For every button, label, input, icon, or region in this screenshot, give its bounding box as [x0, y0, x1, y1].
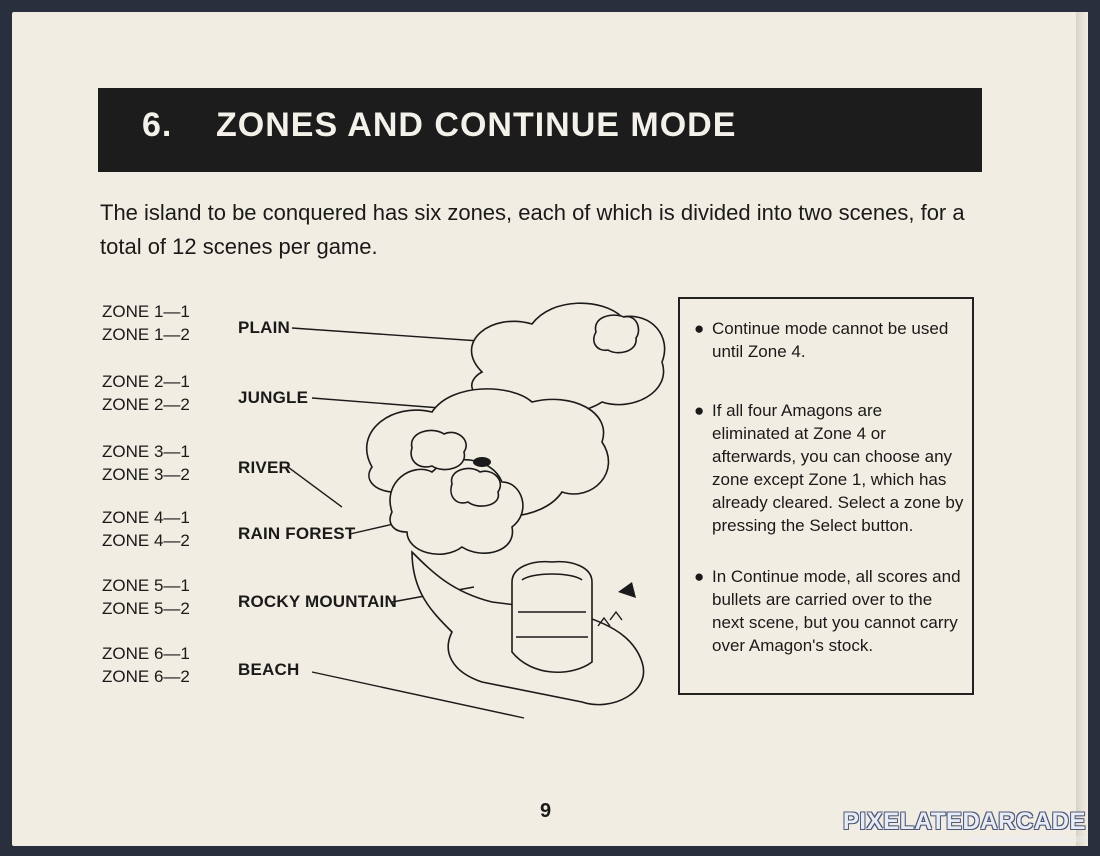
zone-scene: ZONE 3—1 [102, 442, 190, 461]
watermark [843, 808, 1086, 845]
intro-paragraph: The island to be conquered has six zones, each of which is divided into two scenes, for a total of 12 scenes per game. [100, 200, 965, 259]
note-text: Continue mode cannot be used until Zone 4. [712, 319, 949, 361]
flag-marker [618, 582, 636, 598]
zone-label-beach: BEACH [238, 660, 300, 679]
zone-scene: ZONE 2—1 [102, 372, 190, 391]
island-shape [367, 303, 665, 704]
zone-scene: ZONE 1—2 [102, 325, 190, 344]
continue-notes-box [678, 297, 974, 695]
bullet-icon: ● [694, 567, 705, 586]
note-text: In Continue mode, all scores and bullets are carried over to the next scene, but you cannot carry over Amagon's stock. [712, 567, 961, 655]
zone-scene: ZONE 6—1 [102, 644, 190, 663]
zone-label-rocky-mountain: ROCKY MOUNTAIN [238, 592, 397, 611]
leader-line-river [288, 467, 342, 507]
zone-scene: ZONE 6—2 [102, 667, 190, 686]
zone-scene: ZONE 4—1 [102, 508, 190, 527]
zone-label-jungle: JUNGLE [238, 388, 309, 407]
zone-scene: ZONE 3—2 [102, 465, 190, 484]
page-number: 9 [540, 800, 552, 822]
watermark-logo: PIXELATEDARCADE [842, 808, 1086, 835]
section-title: ZONES AND CONTINUE MODE [216, 106, 737, 144]
zone-label-rain-forest: RAIN FOREST [238, 524, 356, 543]
zone-scene: ZONE 5—2 [102, 599, 190, 618]
zone-scene: ZONE 4—2 [102, 531, 190, 550]
manual-page [12, 12, 1088, 846]
zone-label-plain: PLAIN [238, 318, 290, 337]
bullet-icon: ● [694, 401, 705, 420]
note-item [694, 565, 964, 657]
leader-line-plain [292, 328, 494, 342]
zone-scene: ZONE 1—1 [102, 302, 190, 321]
note-item [694, 317, 964, 363]
zone-label-river: RIVER [238, 458, 291, 477]
section-number: 6. [142, 106, 173, 144]
zone-scene: ZONE 2—2 [102, 395, 190, 414]
cave-hole [473, 457, 491, 467]
note-item [694, 399, 964, 537]
zone-scene: ZONE 5—1 [102, 576, 190, 595]
note-text: If all four Amagons are eliminated at Zone 4 or afterwards, you can choose any zone except Zone 1, which has already cleared. Select a zone by pressing the Select button. [712, 401, 964, 535]
bullet-icon: ● [694, 319, 705, 338]
watermark-url: www.pixelatedarcade.com [969, 834, 1086, 845]
